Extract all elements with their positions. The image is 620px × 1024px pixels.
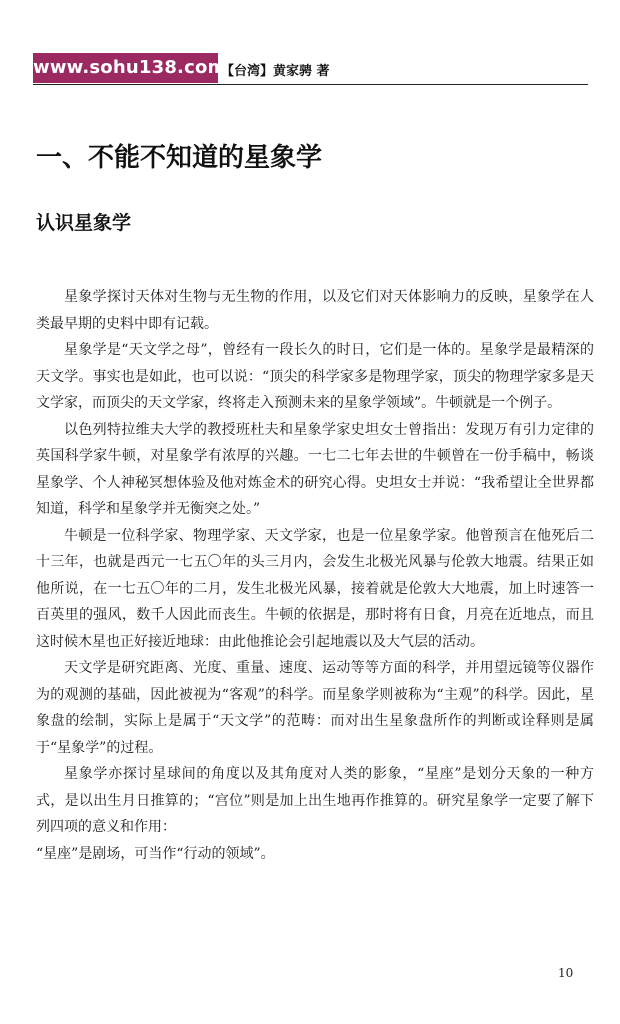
page-number: 10	[558, 966, 574, 980]
chapter-title: 一、不能不知道的星象学	[36, 143, 323, 173]
paragraph: 牛顿是一位科学家、物理学家、天文学家，也是一位星象学家。他曾预言在他死后二十三年，也就是西元一七五〇年的头三月内，会发生北极光风暴与伦敦大地震。结果正如他所说，在一七五〇年的二月，发生北极光风暴，接着就是伦敦大大地震，加上时速答一百英里的强风，数千人因此而丧生。牛顿的依据是，那时将有日食，月亮在近地点，而且这时候木星也正好接近地球：由此他推论会引起地震以及大气层的活动。	[36, 527, 594, 650]
book-source-label: 【台湾】黄家骋 著	[221, 64, 330, 79]
site-watermark-badge: www.sohu138.com	[33, 53, 218, 83]
page-header	[33, 53, 588, 86]
paragraph: 星象学是“天文学之母”，曾经有一段长久的时日，它们是一体的。星象学是最精深的天文学。事实也是如此，也可以说：“顶尖的科学家多是物理学家，顶尖的物理学家多是天文学家，而顶尖的天文学家，终将走入预测未来的星象学领域”。牛顿就是一个例子。	[36, 342, 594, 411]
paragraph: “星座”是剧场，可当作“行动的领域”。	[36, 845, 275, 862]
paragraph: 天文学是研究距离、光度、重量、速度、运动等等方面的科学，并用望远镜等仪器作为的观测的基础，因此被视为“客观”的科学。而星象学则被称为“主观”的科学。因此，星象盘的绘制，实际上是属于“天文学”的范畴：而对出生星象盘所作的判断或诠释则是属于“星象学”的过程。	[36, 660, 594, 756]
header-divider	[33, 84, 588, 85]
paragraph: 星象学亦探讨星球间的角度以及其角度对人类的影象，“星座”是划分天象的一种方式，是以出生月日推算的；“宫位”则是加上出生地再作推算的。研究星象学一定要了解下列四项的意义和作用：	[36, 766, 594, 835]
paragraph: 星象学探讨天体对生物与无生物的作用，以及它们对天体影响力的反映，星象学在人类最早期的史料中即有记载。	[36, 289, 594, 332]
section-title: 认识星象学	[36, 212, 132, 234]
body-text	[36, 284, 594, 867]
paragraph: 以色列特拉维夫大学的教授班杜夫和星象学家史坦女士曾指出：发现万有引力定律的英国科学家牛顿，对星象学有浓厚的兴趣。一七二七年去世的牛顿曾在一份手稿中，畅谈星象学、个人神秘冥想体验及他对炼金术的研究心得。史坦女士并说：“我希望让全世界都知道，科学和星象学并无衡突之处。”	[36, 421, 594, 517]
